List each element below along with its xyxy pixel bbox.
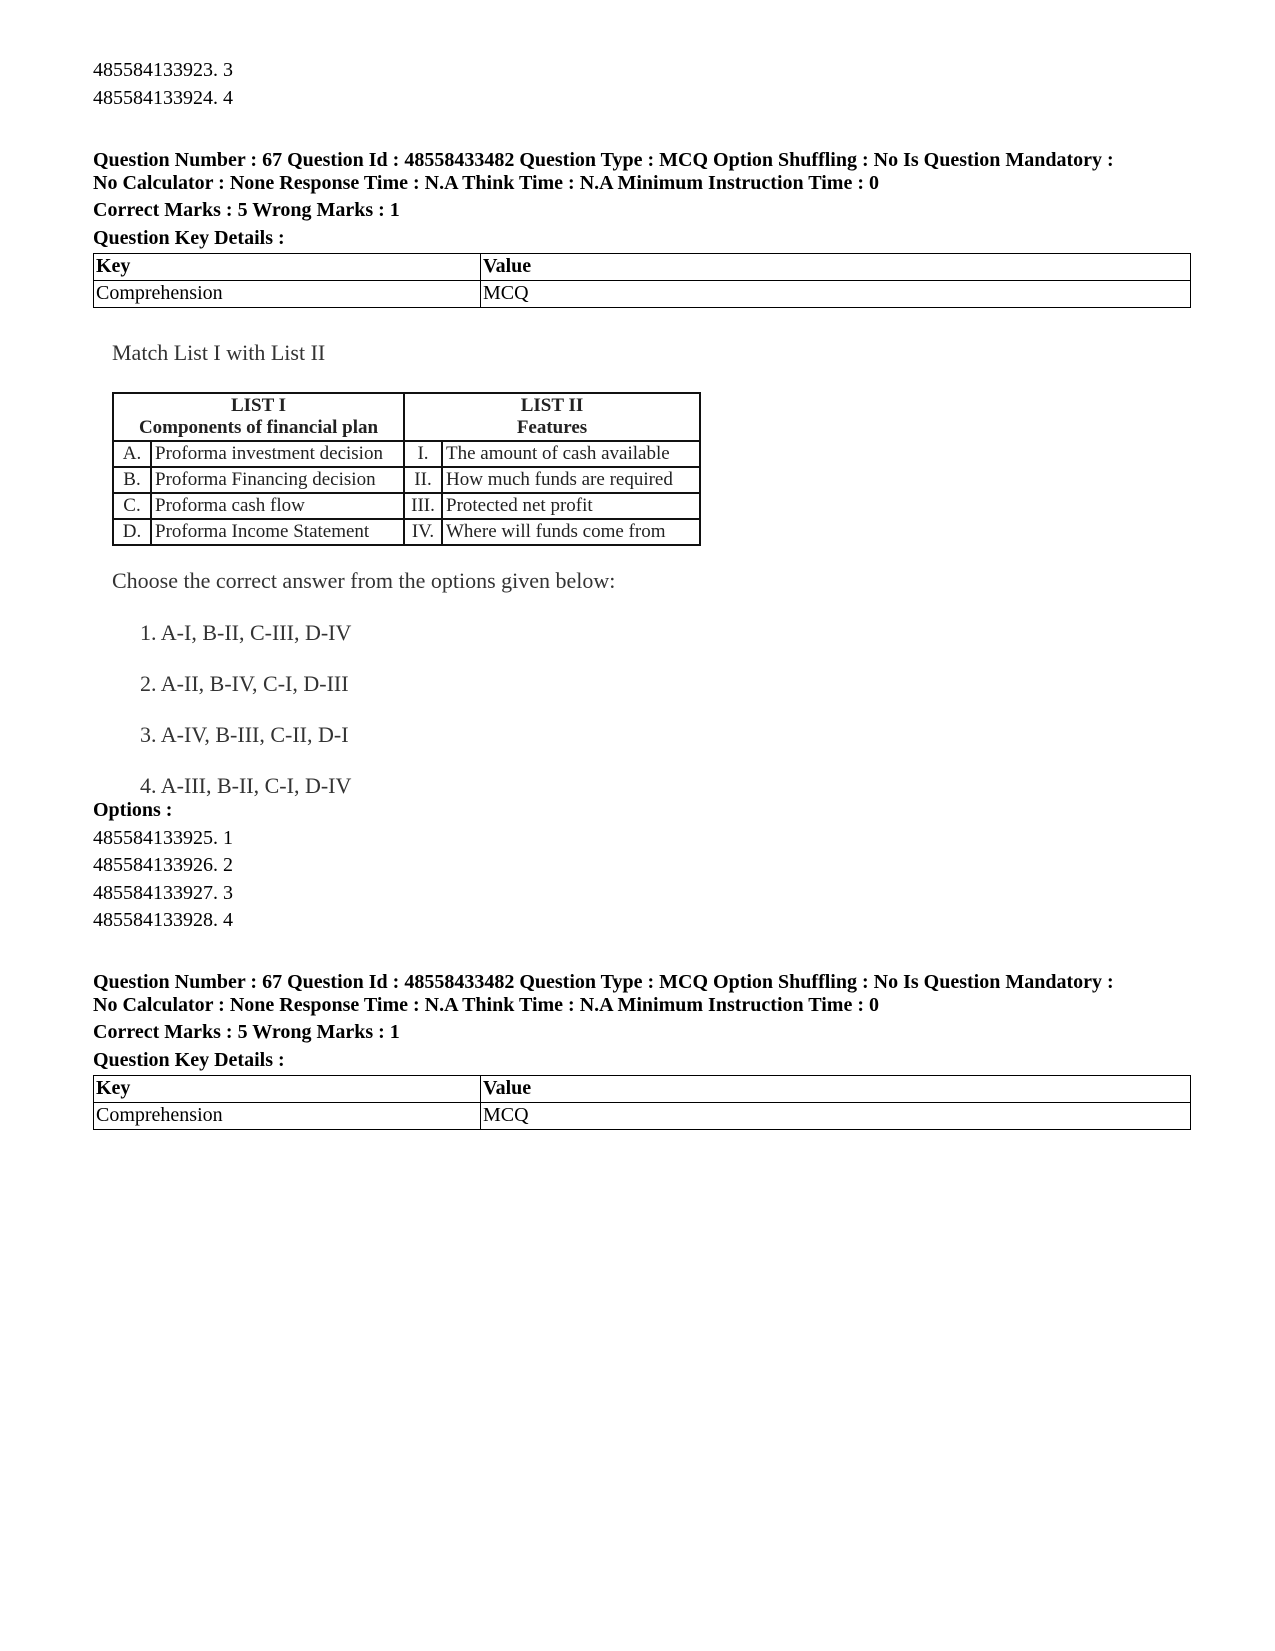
answer-option-3: 3. A-IV, B-III, C-II, D-I (140, 722, 349, 747)
marks-line: Correct Marks : 5 Wrong Marks : 1 (93, 199, 400, 221)
list2-label: I. (404, 441, 442, 467)
question-header-line1: Question Number : 67 Question Id : 48558433482 Question Type : MCQ Option Shuffling : No Is Question Mandatory : (93, 149, 1114, 171)
match-row (113, 441, 700, 467)
key-cell: Comprehension (94, 281, 481, 308)
key-details-table (93, 1075, 1191, 1130)
question-header-line2: No Calculator : None Response Time : N.A Think Time : N.A Minimum Instruction Time : 0 (93, 994, 879, 1016)
options-label: Options : (93, 799, 173, 821)
question-title: Match List I with List II (112, 340, 326, 365)
prev-option-3: 485584133923. 3 (93, 59, 233, 81)
list2-label: III. (404, 493, 442, 519)
list1-item: Proforma cash flow (151, 493, 404, 519)
list2-label: II. (404, 467, 442, 493)
answer-option-4: 4. A-III, B-II, C-I, D-IV (140, 773, 352, 798)
list2-title: LIST II (520, 395, 584, 416)
list1-title: LIST I (230, 395, 287, 416)
list1-label: A. (113, 441, 151, 467)
list2-header (404, 393, 700, 441)
list1-label: C. (113, 493, 151, 519)
list1-item: Proforma investment decision (151, 441, 404, 467)
key-cell: Comprehension (94, 1103, 481, 1130)
prev-option-4: 485584133924. 4 (93, 87, 233, 109)
value-cell: MCQ (481, 1103, 1191, 1130)
list2-item: How much funds are required (442, 467, 700, 493)
list1-item: Proforma Income Statement (151, 519, 404, 545)
list1-item: Proforma Financing decision (151, 467, 404, 493)
match-row (113, 519, 700, 545)
value-header: Value (481, 254, 1191, 281)
value-header: Value (481, 1076, 1191, 1103)
list2-label: IV. (404, 519, 442, 545)
list2-item: The amount of cash available (442, 441, 700, 467)
question-image (100, 336, 720, 826)
list2-subtitle: Features (516, 417, 588, 438)
list2-item: Protected net profit (442, 493, 700, 519)
option-id-3: 485584133927. 3 (93, 882, 233, 904)
answer-option-2: 2. A-II, B-IV, C-I, D-III (140, 671, 349, 696)
key-details-table (93, 253, 1191, 308)
marks-line: Correct Marks : 5 Wrong Marks : 1 (93, 1021, 400, 1043)
match-row (113, 493, 700, 519)
key-details-label: Question Key Details : (93, 227, 285, 249)
option-id-4: 485584133928. 4 (93, 909, 233, 931)
list1-header (113, 393, 404, 441)
answer-option-1: 1. A-I, B-II, C-III, D-IV (140, 620, 352, 645)
key-header: Key (94, 1076, 481, 1103)
choose-instruction: Choose the correct answer from the options given below: (112, 568, 616, 593)
match-table (112, 392, 701, 546)
question-header-line2: No Calculator : None Response Time : N.A Think Time : N.A Minimum Instruction Time : 0 (93, 172, 879, 194)
key-header: Key (94, 254, 481, 281)
list1-label: B. (113, 467, 151, 493)
value-cell: MCQ (481, 281, 1191, 308)
list1-label: D. (113, 519, 151, 545)
option-id-1: 485584133925. 1 (93, 827, 233, 849)
key-details-label: Question Key Details : (93, 1049, 285, 1071)
question-header-line1: Question Number : 67 Question Id : 48558433482 Question Type : MCQ Option Shuffling : No Is Question Mandatory : (93, 971, 1114, 993)
option-id-2: 485584133926. 2 (93, 854, 233, 876)
list2-item: Where will funds come from (442, 519, 700, 545)
list1-subtitle: Components of financial plan (138, 417, 379, 438)
match-row (113, 467, 700, 493)
